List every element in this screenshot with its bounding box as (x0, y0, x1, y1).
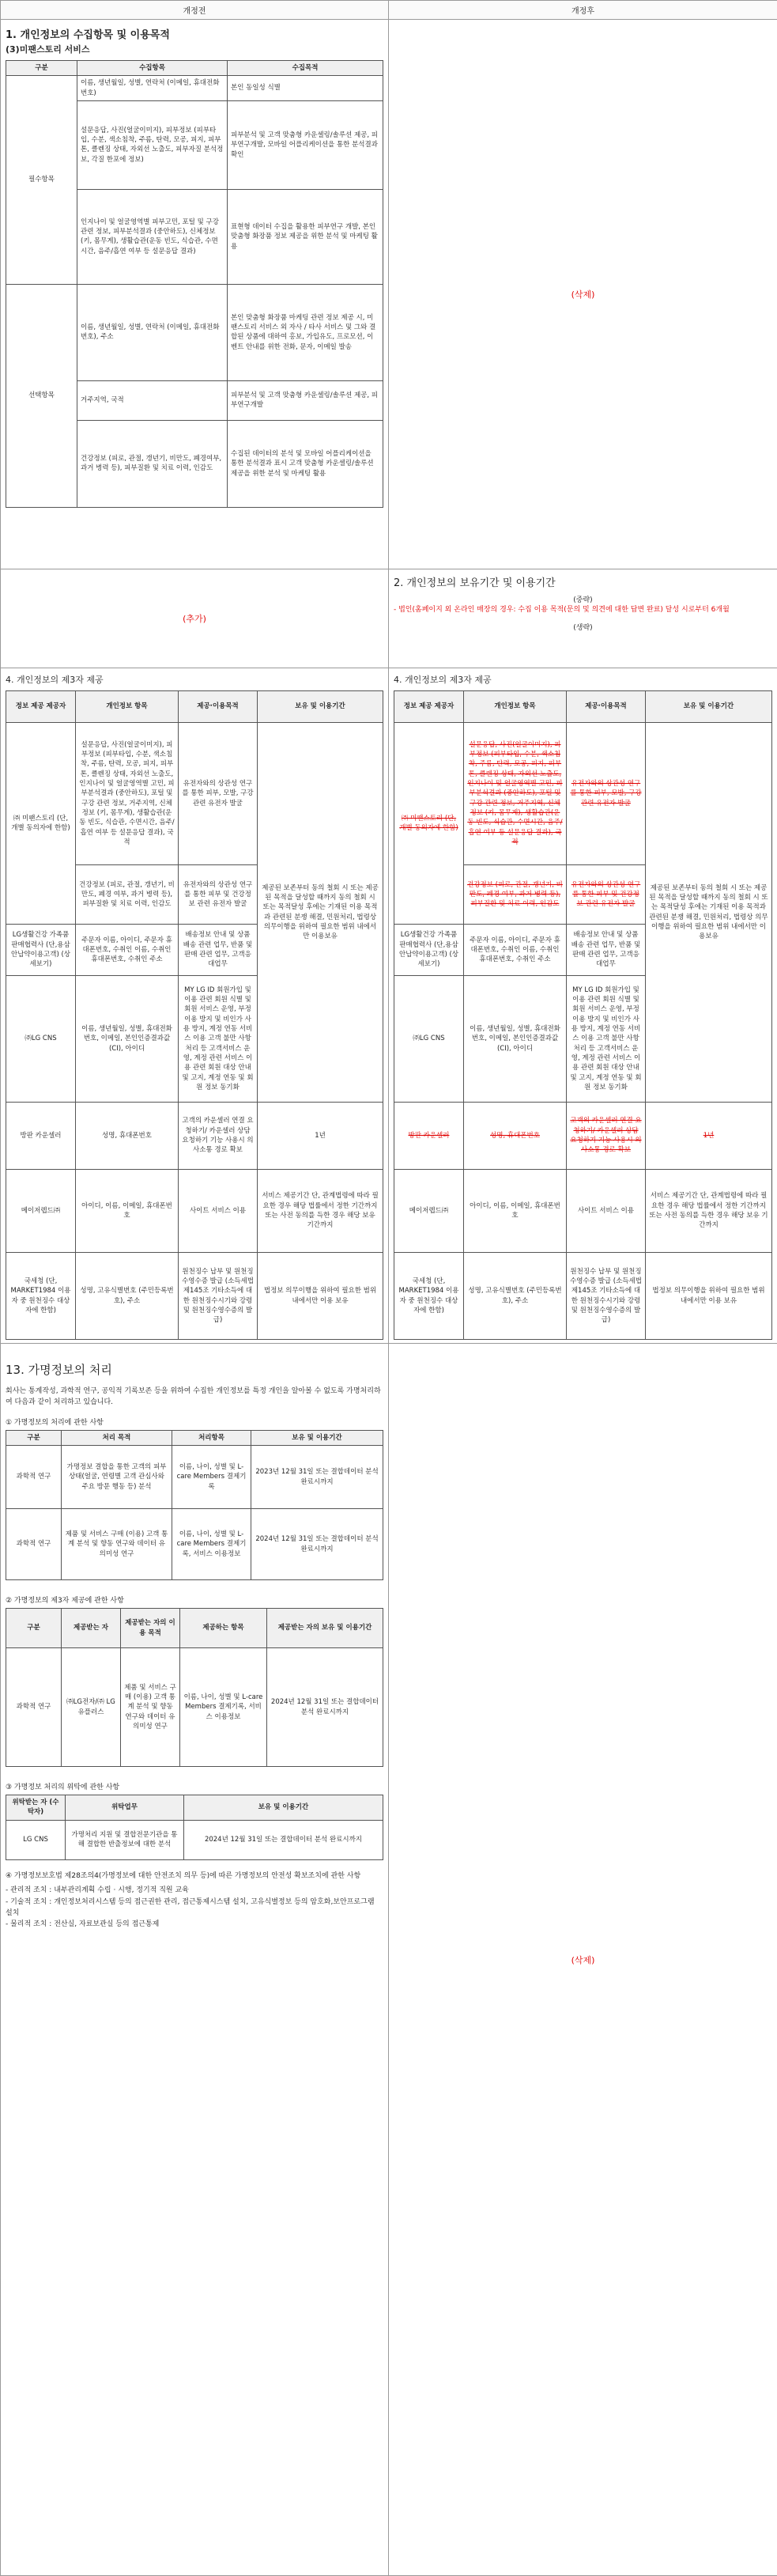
provided-purpose: 유전자와의 상관성 연구를 통한 피부 및 건강정보 관련 유전자 발굴 (179, 865, 258, 925)
provided-period: 1년 (258, 1103, 383, 1170)
row-purpose: 가명정보 결합을 통한 고객의 피부상태(얼굴, 연령별 고객 관심사와 주요 방문 행동 등) 분석 (62, 1446, 172, 1509)
row-period: 2024년 12월 31일 또는 결합데이터 분석 완료시까지 (267, 1648, 383, 1767)
row-type: 과학적 연구 (6, 1648, 62, 1767)
sec2-retention-text: - 법인(홈페이지 외 온라인 매장의 경우: 수집 이용 목적(문의 및 의견에 대한 답변 완료) 달성 시로부터 6개월 (394, 604, 772, 615)
sec13-intro: 회사는 통계작성, 과학적 연구, 공익적 기록보존 등을 위하여 수집한 개인정보를 특정 개인을 알아볼 수 없도록 가명처리하여 다음과 같이 처리하고 있습니다. (6, 1386, 383, 1409)
safety-line-technical: - 기술적 조치 : 개인정보처리시스템 등의 접근권한 관리, 접근통제시스템 설치, 고유식별정보 등의 암호화,보안프로그램 설치 (6, 1897, 383, 1920)
provided-purpose: 배송정보 안내 및 상품 배송 관련 업무, 반품 및 판매 관련 업무, 고객응대업무 (179, 925, 258, 976)
sec13-t3-label: ③ 가명정보 처리의 위탁에 관한 사항 (6, 1781, 383, 1791)
table-row-item: 건강정보 (피로, 관절, 갱년기, 비만도, 폐경여부, 과거 병력 등), 피부질환 및 치료 이력, 인감도 (77, 420, 228, 507)
provided-purpose: 배송정보 안내 및 상품 배송 관련 업무, 반품 및 판매 관련 업무, 고객응대업무 (567, 925, 646, 976)
provider-lg-partner: LG생활건강 가족품 판매협력사 (단,용삼안납약이용고객) (상세보기) (6, 925, 76, 976)
safety-line-admin: - 관리적 조치 : 내부관리계획 수립 · 시행, 정기적 직원 교육 (6, 1885, 383, 1896)
sec13-before-cell (1, 1344, 389, 2576)
table-row-item: 설문응답, 사진(얼굴이미지), 피부정보 (피부타입, 수분, 색소침착, 주름, 탄력, 모공, 피지, 피부톤, 클렌징 상태, 자외선 노출도, 피부자질 분석정보, 각질 한포에 정보) (77, 100, 228, 189)
col-task: 위탁업무 (66, 1795, 184, 1821)
table-row-purpose: 수집된 데이터의 분석 및 모바일 어플리케이션을 통한 분석결과 표시 고객 맞춤형 카운셀링/솔루션 제공을 위한 분석 및 마케팅 활용 (228, 420, 383, 507)
provider-major: 메이저렙드㈜ (6, 1170, 76, 1253)
sec4-title-before: 4. 개인정보의 제3자 제공 (6, 673, 383, 686)
provider-counselor-deleted: 방판 카운셀러 (394, 1103, 464, 1170)
provided-items: 주문자 이름, 아이디, 주문자 휴대폰번호, 수취인 이름, 수취인 휴대폰번호, 수취인 주소 (464, 925, 567, 976)
row-trustee: LG CNS (6, 1820, 66, 1859)
sec13-title: 13. 가명정보의 처리 (6, 1361, 383, 1378)
pseudonym-third-party-table (6, 1608, 383, 1767)
sec1-before-cell (1, 20, 389, 569)
provided-items: 아이디, 이름, 이메일, 휴대폰번호 (464, 1170, 567, 1253)
sec2-added-note: (추가) (1, 569, 389, 668)
sec4-after-cell (389, 668, 777, 1344)
required-label: 필수항목 (6, 76, 77, 285)
table-row-item: 거주지역, 국적 (77, 380, 228, 420)
col-period: 보유 및 이용기간 (258, 691, 383, 723)
provided-purpose: 원천징수 납부 및 원천징수영수증 발급 (소득세법 제145조 기타소득에 대한 원천징수시기와 강령 및 원천징수영수증의 발급) (179, 1253, 258, 1340)
optional-label: 선택항목 (6, 284, 77, 507)
provider-mipan: ㈜ 미팬스토리 (단, 개별 동의자에 한함) (6, 723, 76, 925)
row-type: 과학적 연구 (6, 1509, 62, 1580)
table-row-purpose: 피부분석 및 고객 맞춤형 카운셀링/솔루션 제공, 피부연구개발 (228, 380, 383, 420)
row-items: 이름, 나이, 성별 및 L-care Members 결제기록 (172, 1446, 251, 1509)
provided-purpose-deleted: 고객의 카운셀러 연결 요청하기/ 카운셀러 상담 요청하기 기능 사용시 의사소통 경로 확보 (567, 1103, 646, 1170)
provided-items: 이름, 생년월일, 성별, 휴대전화번호, 이메일, 본인인증결과값(CI), 아이디 (464, 976, 567, 1103)
provided-purpose: 고객의 카운셀러 연결 요청하기/ 카운셀러 상담 요청하기 기능 사용시 의사소통 경로 확보 (179, 1103, 258, 1170)
table-row-purpose: 본인 맞춤형 화장품 마케팅 관련 정보 제공 시, 미팬스토리 서비스 외 자사 / 타사 서비스 및 그와 결합된 상품에 대하여 홍보, 가입유도, 프로모션, 이벤트 안내를 위한 전화, 문자, 이메일 발송 (228, 284, 383, 380)
table-row-item: 이름, 생년월일, 성별, 연락처 (이메일, 휴대전화번호), 주소 (77, 284, 228, 380)
provided-purpose: 사이트 서비스 이용 (567, 1170, 646, 1253)
col-purpose: 수집목적 (228, 61, 383, 76)
sec1-title: 1. 개인정보의 수집항목 및 이용목적 (6, 26, 383, 41)
provider-counselor: 방판 카운셀러 (6, 1103, 76, 1170)
col-items: 개인정보 항목 (76, 691, 179, 723)
col-type: 구분 (6, 1430, 62, 1445)
row-purpose: 제품 및 서비스 구매 (이용) 고객 통계 분석 및 향동 연구와 데이터 유의미성 연구 (121, 1648, 180, 1767)
table-row-purpose: 피부분석 및 고객 맞춤형 카운셀링/솔루션 제공, 피부연구개발, 모바일 어플리케이션을 통한 분석결과 확인 (228, 100, 383, 189)
provided-purpose: 사이트 서비스 이용 (179, 1170, 258, 1253)
sec13-t4-label: ④ 가명정보보호법 제28조의4(가명정보에 대한 안전조치 의무 등)에 따른 가명정보의 안전성 확보조치에 관한 사항 (6, 1871, 383, 1882)
sec13-deleted-note: (삭제) (389, 1344, 777, 2576)
sec1-deleted-note: (삭제) (389, 20, 777, 569)
sec13-t1-label: ① 가명정보의 처리에 관한 사항 (6, 1417, 383, 1427)
provided-period: 법정보 의무이행을 위하여 필요한 범위 내에서만 이용 보유 (258, 1253, 383, 1340)
col-purpose: 제공·이용목적 (567, 691, 646, 723)
row-items: 이름, 나이, 성별 및 L-care Members 결제기록, 서비스 이용정보 (180, 1648, 267, 1767)
before-column-header: 개정전 (1, 1, 389, 20)
provided-purpose: 유전자와의 상관성 연구를 통한 피부, 모발, 구강 관련 유전자 발굴 (179, 723, 258, 865)
provided-items: 성명, 고유식별번호 (주민등록번호), 주소 (464, 1253, 567, 1340)
row-purpose: 제품 및 서비스 구매 (이용) 고객 통계 분석 및 향동 연구와 데이터 유의미성 연구 (62, 1509, 172, 1580)
after-column-header: 개정후 (389, 1, 777, 20)
col-provider: 정보 제공 제공자 (394, 691, 464, 723)
provided-items: 이름, 생년월일, 성별, 휴대전화번호, 이메일, 본인인증결과값(CI), 아이디 (76, 976, 179, 1103)
merged-period: 제공된 보존부터 동의 철회 시 또는 제공된 목적을 달성할 때까지 동의 철회 시 또는 목적달성 후에는 기재된 이용 목적과 관련된 분쟁 해결, 민원처리, 법령상 의무이행을 위하여 필요한 범위 내에서만 이용보유 (646, 723, 772, 1103)
col-items: 처리항목 (172, 1430, 251, 1445)
provider-nts: 국세청 (단, MARKET1984 이용자 중 원천징수 대상자에 한함) (6, 1253, 76, 1340)
col-items: 제공하는 항목 (180, 1609, 267, 1648)
row-period: 2023년 12월 31일 또는 결합데이터 분석 완료시까지 (251, 1446, 383, 1509)
col-recipient-purpose: 제공받는 자의 이용 목적 (121, 1609, 180, 1648)
col-items: 개인정보 항목 (464, 691, 567, 723)
col-period: 보유 및 이용기간 (646, 691, 772, 723)
provider-nts: 국세청 (단, MARKET1984 이용자 중 원천징수 대상자에 한함) (394, 1253, 464, 1340)
provided-items: 성명, 고유식별번호 (주민등록번호), 주소 (76, 1253, 179, 1340)
table-row-purpose: 본인 동일성 식별 (228, 76, 383, 101)
provider-lg-partner: LG생활건강 가족품 판매협력사 (단,용삼안납약이용고객) (상세보기) (394, 925, 464, 976)
row-recipient: ㈜LG전자/㈜ LG유플러스 (62, 1648, 121, 1767)
col-purpose: 처리 목적 (62, 1430, 172, 1445)
col-category: 구분 (6, 61, 77, 76)
provided-items-deleted: 성명, 휴대폰번호 (464, 1103, 567, 1170)
sec4-title-after: 4. 개인정보의 제3자 제공 (394, 673, 772, 686)
row-period: 2024년 12월 31일 또는 결합데이터 분석 완료시까지 (184, 1820, 383, 1859)
provided-items: 설문응답, 사진(얼굴이미지), 피부정보 (피부타입, 수분, 색소침착, 주름, 탄력, 모공, 피지, 피부톤, 클렌징 상태, 자외선 노출도, 인지나이 및 얼굴영역별 고민, 피부분석결과 (중안하도), 포털 및 구강 관련 정보, 거주지역, 신체정보 (키, 몸무게), 생활습관(운동 빈도, 식습관, 수면시간, 음주/흡연 여부 등 설문응답 결과), 국적 (76, 723, 179, 865)
provided-period: 법정보 의무이행을 위하여 필요한 범위 내에서만 이용 보유 (646, 1253, 772, 1340)
row-type: 과학적 연구 (6, 1446, 62, 1509)
sec2-omit-note-1: (중략) (394, 594, 772, 604)
provided-items-deleted: 건강정보 (피로, 관절, 갱년기, 비만도, 폐경 여부, 과거 병력 등), 피부질환 및 치료 이력, 인감도 (464, 865, 567, 925)
col-purpose: 제공·이용목적 (179, 691, 258, 723)
sec2-omit-note-2: (생략) (394, 622, 772, 632)
row-task: 가명처리 지원 및 결합전문기관을 통해 결합한 반출정보에 대한 분석 (66, 1820, 184, 1859)
row-items: 이름, 나이, 성별 및 L-care Members 결제기록, 서비스 이용정보 (172, 1509, 251, 1580)
provider-lg-cns: ㈜LG CNS (394, 976, 464, 1103)
col-period: 보유 및 이용기간 (184, 1795, 383, 1821)
collection-items-table (6, 60, 383, 508)
third-party-table-before (6, 690, 383, 1340)
col-provider: 정보 제공 제공자 (6, 691, 76, 723)
provided-period-deleted: 1년 (646, 1103, 772, 1170)
pseudonym-processing-table (6, 1430, 383, 1580)
provided-items: 건강정보 (피로, 관절, 갱년기, 비만도, 폐경 여부, 과거 병력 등), 피부질환 및 치료 이력, 인감도 (76, 865, 179, 925)
table-row-item: 이름, 생년월일, 성별, 연락처 (이메일, 휴대전화번호) (77, 76, 228, 101)
pseudonym-entrust-table (6, 1795, 383, 1860)
col-items: 수집항목 (77, 61, 228, 76)
provided-items: 주문자 이름, 아이디, 주문자 휴대폰번호, 수취인 이름, 수취인 휴대폰번호, 수취인 주소 (76, 925, 179, 976)
provided-purpose-deleted: 유전자와의 상관성 연구를 통한 피부, 모발, 구강 관련 유전자 발굴 (567, 723, 646, 865)
table-row-item: 인지나이 및 얼굴영역별 피부고민, 포털 및 구강 관련 정보, 피부분석결과 (중안하도), 신체정보 (키, 몸무게), 생활습관(운동 빈도, 식습관, 수면시간, 음주/흡연 여부 등 설문응답 결과) (77, 189, 228, 284)
col-period: 제공받는 자의 보유 및 이용기간 (267, 1609, 383, 1648)
sec13-t2-label: ② 가명정보의 제3자 제공에 관한 사항 (6, 1594, 383, 1605)
provided-purpose: MY LG ID 회원가입 및 이용 관련 회원 식별 및 회원 서비스 운영, 부정이용 방지 및 비인가 사용 방지, 계정 연동 서비스 이용 고객 불만 사항 처리 등 고객서비스 운영, 계정 관련 서비스 이용 관련 회원 대상 안내 및 고지, 계정 연동 및 회원 정보 동기화 (179, 976, 258, 1103)
third-party-table-after (394, 690, 772, 1340)
provided-items: 성명, 휴대폰번호 (76, 1103, 179, 1170)
provided-period: 서비스 제공기간 단, 관계법령에 따라 필요한 경우 해당 법률에서 정한 기간까지 또는 사전 동의를 득한 경우 해당 보유 기간까지 (646, 1170, 772, 1253)
col-recipient: 제공받는 자 (62, 1609, 121, 1648)
provided-items-deleted: 설문응답, 사진(얼굴이미지), 피부정보 (피부타입, 수분, 색소침착, 주름, 탄력, 모공, 피지, 피부톤, 클렌징 상태, 자외선 노출도, 인지나이 및 얼굴영역별 고민, 피부분석결과 (중안하도), 포털 및 구강 관련 정보, 거주지역, 신체정보 (키, 몸무게), 생활습관(운동 빈도, 식습관, 수면시간, 음주/흡연 여부 등 설문응답 결과), 국적 (464, 723, 567, 865)
col-period: 보유 및 이용기간 (251, 1430, 383, 1445)
provided-purpose: MY LG ID 회원가입 및 이용 관련 회원 식별 및 회원 서비스 운영, 부정이용 방지 및 비인가 사용 방지, 계정 연동 서비스 이용 고객 불만 사항 처리 등 고객서비스 운영, 계정 관련 서비스 이용 관련 회원 대상 안내 및 고지, 계정 연동 및 회원 정보 동기화 (567, 976, 646, 1103)
provided-period: 서비스 제공기간 단, 관계법령에 따라 필요한 경우 해당 법률에서 정한 기간까지 또는 사전 동의를 득한 경우 해당 보유 기간까지 (258, 1170, 383, 1253)
provider-major: 메이저렙드㈜ (394, 1170, 464, 1253)
provided-items: 아이디, 이름, 이메일, 휴대폰번호 (76, 1170, 179, 1253)
provider-lg-cns: ㈜LG CNS (6, 976, 76, 1103)
sec2-after-cell (389, 569, 777, 668)
col-type: 구분 (6, 1609, 62, 1648)
sec4-before-cell (1, 668, 389, 1344)
provider-mipan-deleted: ㈜ 미팬스토리 (단, 개별 동의자에 한함) (394, 723, 464, 925)
provided-purpose: 원천징수 납부 및 원천징수영수증 발급 (소득세법 제145조 기타소득에 대한 원천징수시기와 강령 및 원천징수영수증의 발급) (567, 1253, 646, 1340)
row-period: 2024년 12월 31일 또는 결합데이터 분석 완료시까지 (251, 1509, 383, 1580)
merged-period: 제공된 보존부터 동의 철회 시 또는 제공된 목적을 달성할 때까지 동의 철회 시 또는 목적달성 후에는 기재된 이용 목적과 관련된 분쟁 해결, 민원처리, 법령상 의무이행을 위하여 필요한 범위 내에서만 이용보유 (258, 723, 383, 1103)
sec1-subtitle: (3)미팬스토리 서비스 (6, 43, 383, 55)
col-trustee: 위탁받는 자 (수탁자) (6, 1795, 66, 1821)
table-row-purpose: 표현형 데이터 수집을 활용한 피부연구 개발, 본인 맞춤형 화장품 정보 제공을 위한 분석 및 마케팅 활용 (228, 189, 383, 284)
safety-line-physical: - 물리적 조치 : 전산실, 자료보관실 등의 접근통제 (6, 1919, 383, 1930)
provided-purpose-deleted: 유전자와의 상관성 연구를 통한 피부 및 건강정보 관련 유전자 발굴 (567, 865, 646, 925)
sec2-title: 2. 개인정보의 보유기간 및 이용기간 (394, 574, 772, 589)
